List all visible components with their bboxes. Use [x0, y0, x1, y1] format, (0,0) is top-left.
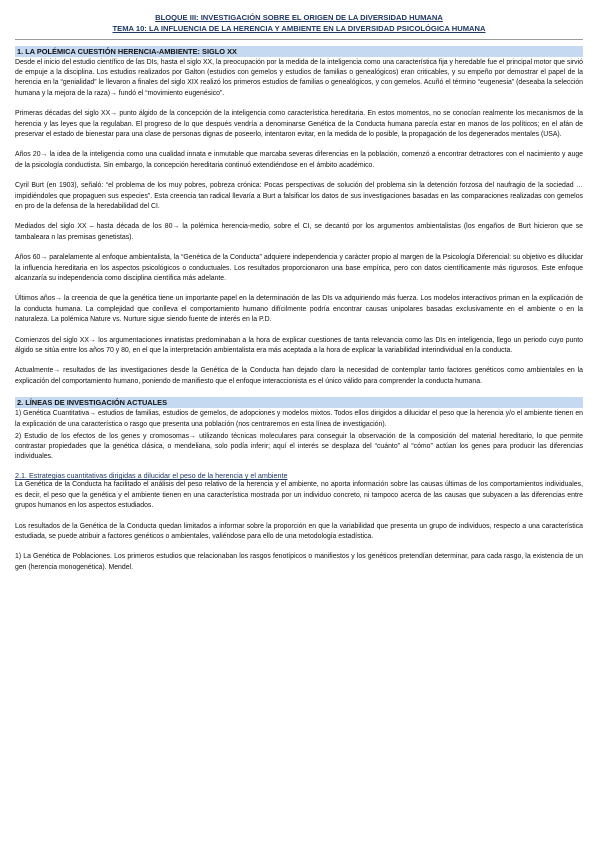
- topic-title: TEMA 10: LA INFLUENCIA DE LA HERENCIA Y AMBIENTE EN LA DIVERSIDAD PSICOLÓGICA HUMANA: [112, 23, 486, 33]
- paragraph: Últimos años→ la creencia de que la genética tiene un importante papel en la determinación de las DIs va adquiriendo más fuerza. Los modelos interactivos priman en la explicación de la conducta humana. La complejidad que conlleva el comportamiento humano difícilmente podría encontrar causas unipolares basadas exclusivamente en el ambiente o en la naturaleza. La polémica Nature vs. Nurture sigue siendo fuente de interés en la P.D.: [15, 295, 583, 323]
- section-heading-1: 1. LA POLÉMICA CUESTIÓN HERENCIA-AMBIENTE: SIGLO XX: [15, 46, 583, 57]
- paragraph: Primeras décadas del siglo XX→ punto álgido de la concepción de la inteligencia como característica hereditaria. En estos momentos, no se conocían realmente los mecanismos de la herencia y las leyes que la regulaban. El progreso de lo que después vendría a denominarse Genética de la Conducta humana parecía estar en manos de los políticos; en el afán de preservar el estado de bienestar para una clase de personas dignas de poseerlo, intentaron evitar, en la medida de lo posible, la propagación de los degenerados mentales (USA).: [15, 110, 583, 138]
- paragraph: Desde el inicio del estudio científico de las DIs, hasta el siglo XX, la preocupación por la medida de la inteligencia como una característica fija y heredable fue el principal motor que sirvió de empuje a la disciplina. Los estudios realizados por Galton (estudios con gemelos y estudios de familias o genealógicos) eran criticables, y su empeño por demostrar el papel de la herencia en la “genialidad” le llevaron a finales del siglo XIX realizó los primeros estudios de familias o genealógicos, y con gemelos. Acuñó el término “eugenesia” (deseaba la selección humana y la mejora de la raza)→ fundó el “movimiento eugenésico”.: [15, 59, 583, 97]
- subsection-heading: 2.1. Estrategias cuantitativas dirigidas a dilucidar el peso de la herencia y el ambiente: [15, 471, 288, 481]
- block-title: BLOQUE III: INVESTIGACIÓN SOBRE EL ORIGEN DE LA DIVERSIDAD HUMANA: [155, 13, 443, 22]
- paragraph: Cyril Burt (en 1903), señaló: “el problema de los muy pobres, pobreza crónica: Pocas perspectivas de solución del problema sin la detención forzosa del naufragio de la sociedad … impidiéndoles que propaguen sus especies”. Esta creencia tan radical llevaría a Burt a falsificar los datos de sus investigaciones basadas en las comparaciones realizadas con gemelos en pro de la defensa de la heredabilidad del CI.: [15, 182, 583, 210]
- paragraph: Actualmente→ resultados de las investigaciones desde la Genética de la Conducta han dejado claro la necesidad de contemplar tanto factores genéticos como ambientales en la explicación del comportamiento humano, poniendo de manifiesto que el enfoque interaccionista es el único válido para comprender la conducta humana.: [15, 367, 583, 385]
- paragraph: Mediados del siglo XX – hasta década de los 80→ la polémica herencia-medio, sobre el CI, se decantó por los argumentos ambientalistas (los engaños de Burt hicieron que se tambaleara n las premisas genetistas).: [15, 223, 583, 241]
- paragraph: Los resultados de la Genética de la Conducta quedan limitados a informar sobre la proporción en que la variabilidad que presenta un grupo de individuos, respecto a una característica estudiada, se puede atribuir a factores genéticos o ambientales, valiéndose para ello de una metodología estadística.: [15, 522, 583, 540]
- paragraph: La Genética de la Conducta ha facilitado el análisis del peso relativo de la herencia y el ambiente, no aporta información sobre las causas últimas de los comportamientos individuales, es decir, el peso que la genética y el ambiente tienen en una característica mostrada por un individuo concreto, ni tampoco acerca de las causas que subyacen a las diferencias entre grupos humanos en los aspectos estudiados.: [15, 481, 583, 509]
- section-heading-2: 2. LÍNEAS DE INVESTIGACIÓN ACTUALES: [15, 397, 583, 408]
- paragraph: Comienzos del siglo XX→ los argumentaciones innatistas predominaban a la hora de explicar cuestiones de tanta relevancia como las DIs en inteligencia, llego un periodo cuyo punto álgido se sitúa entre los años 70 y 80, en el que la interpretación ambientalista era más aceptada a la hora de explicar la variabilidad interindividual en la conducta.: [15, 336, 583, 354]
- paragraph: Años 20→ la idea de la inteligencia como una cualidad innata e inmutable que marcaba severas diferencias en la población, comenzó a encontrar detractores con el nacimiento y auge de la psicología conductista. Sin embargo, la concepción hereditaria continuó extendiéndose en el ámbito académico.: [15, 151, 583, 169]
- list-item: 2) Estudio de los efectos de los genes y cromosomas→ utilizando técnicas moleculares para conseguir la observación de la composición del material hereditario, lo que permite contrastar propiedades que la genética clásica, o mendeliana, solo podía inferir; aquí el interés se desplaza del “cuánto” al “cómo” actúan los genes para producir las diferencias individuales.: [15, 432, 583, 461]
- list-item: 1) Genética Cuantitativa→ estudios de familias, estudios de gemelos, de adopciones y modelos mixtos. Todos ellos dirigidos a dilucidar el peso que la herencia y/o el ambiente tienen en la explicación de una característica o rasgo que presenta una población (nos centraremos en esta línea de investigación).: [15, 410, 583, 428]
- paragraph: 1) La Genética de Poblaciones. Los primeros estudios que relacionaban los rasgos fenotípicos o manifiestos y los genéticos pretendían determinar, para cada rasgo, la existencia de un gen (herencia monogenética). Mendel.: [15, 553, 583, 571]
- header-divider: [15, 39, 583, 40]
- paragraph: Años 60→ paralelamente al enfoque ambientalista, la “Genética de la Conducta” adquiere independencia y carácter propio al margen de la Psicología Diferencial: su objetivo es dilucidar la influencia hereditaria en los aspectos psicológicos o conductuales. Los resultados proporcionaron una base empírica, pero con datos científicamente más rigurosos. Este enfoque alcanzaría su independencia como disciplina científica más adelante.: [15, 254, 583, 282]
